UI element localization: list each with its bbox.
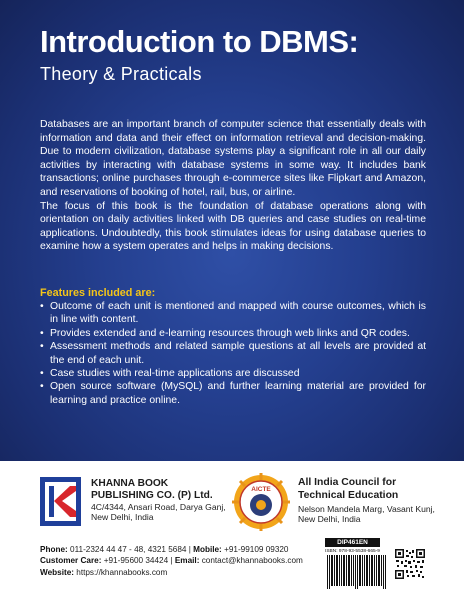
aicte-address-line1: Nelson Mandela Marg, Vasant Kunj,: [298, 504, 435, 514]
publisher-name: [91, 478, 213, 502]
aicte-logo-text: AICTE: [251, 486, 271, 493]
isbn-label: ISBN: 978-93-5538-665-9: [325, 549, 380, 554]
feature-item: [40, 380, 426, 407]
publisher-name-line2: PUBLISHING CO. (P) Ltd.: [91, 490, 213, 501]
aicte-name: [298, 477, 398, 502]
aicte-address-line2: New Delhi, India: [298, 514, 361, 525]
book-title: Introduction to DBMS:: [40, 24, 359, 59]
book-code: DIP461EN: [325, 538, 380, 547]
email-label: Email:: [174, 556, 200, 566]
book-description: [40, 118, 426, 254]
feature-text: Open source software (MySQL) and further learning material are provided for learning and practice online.: [50, 381, 426, 406]
aicte-name-line1: All India Council for: [298, 477, 397, 488]
features-list: [40, 300, 426, 407]
feature-item: [40, 300, 426, 327]
description-paragraph-1: Databases are an important branch of computer science that essentially deals with information and data and their effect on information retrieval and decision-making. Due to modern civilization, database systems play a significant role in all our daily activities by interacting with database systems in some way. It includes bank transactions; online purchases through e-commerce sites like Flipkart and Amazon, and reservations of booking of hotel, rail, bus, or airline.: [40, 119, 426, 198]
website-value: https://khannabooks.com: [76, 567, 168, 577]
book-subtitle: Theory & Practicals: [40, 64, 202, 84]
description-paragraph-2: The focus of this book is the foundation of database operations along with orientation on daily activities linked with DB queries and case studies on real-time applications. Undoubtedly, this book stimulates ideas for using database queries to examine how a system operates and helps in making decisions.: [40, 200, 426, 253]
bullet-icon: •: [40, 341, 44, 353]
bullet-icon: •: [40, 381, 44, 393]
bullet-icon: •: [40, 368, 44, 380]
barcode-icon: [325, 555, 389, 595]
feature-text: Provides extended and e-learning resources through web links and QR codes.: [50, 327, 410, 339]
email-value: contact@khannabooks.com: [201, 556, 303, 566]
contact-line-website: [40, 567, 303, 578]
aicte-address: [298, 504, 435, 524]
feature-item: [40, 340, 426, 367]
mobile-value: +91-99109 09320: [224, 545, 289, 554]
phone-value: 011-2324 44 47 - 48, 4321 5684: [70, 545, 187, 554]
contact-line-phone: Phone: 011-2324 44 47 - 48, 4321 5684 | Mobile: +91-99109 09320: [40, 545, 289, 554]
feature-item: [40, 367, 426, 380]
feature-text: Case studies with real-time applications are discussed: [50, 368, 300, 380]
feature-text: Outcome of each unit is mentioned and mapped with course outcomes, which is in line with content.: [50, 301, 426, 326]
bullet-icon: •: [40, 301, 44, 312]
care-label: Customer Care:: [40, 556, 102, 566]
qr-code-icon: [395, 549, 425, 579]
khanna-logo-icon: [40, 477, 81, 526]
aicte-name-line2: Technical Education: [298, 489, 399, 501]
contact-info: [40, 544, 303, 578]
mobile-label: Mobile:: [193, 545, 222, 554]
phone-label: Phone:: [40, 545, 68, 554]
publisher-name-line1: KHANNA BOOK: [91, 478, 169, 489]
publisher-address-line2: New Delhi, India: [91, 512, 154, 523]
features-heading: Features included are:: [40, 287, 156, 299]
contact-line-care: Customer Care: +91-95600 34424 | Email: contact@khannabooks.com: [40, 556, 303, 566]
publisher-address: [91, 502, 226, 522]
website-label: Website:: [40, 567, 74, 577]
publisher-address-line1: 4C/4344, Ansari Road, Darya Ganj,: [91, 502, 226, 512]
care-value: +91-95600 34424: [103, 556, 169, 566]
bullet-icon: •: [40, 327, 44, 339]
aicte-logo-icon: [231, 472, 291, 532]
feature-text: Assessment methods and related sample questions at all levels are provided at the end of each unit.: [50, 341, 426, 366]
feature-item: [40, 327, 426, 340]
